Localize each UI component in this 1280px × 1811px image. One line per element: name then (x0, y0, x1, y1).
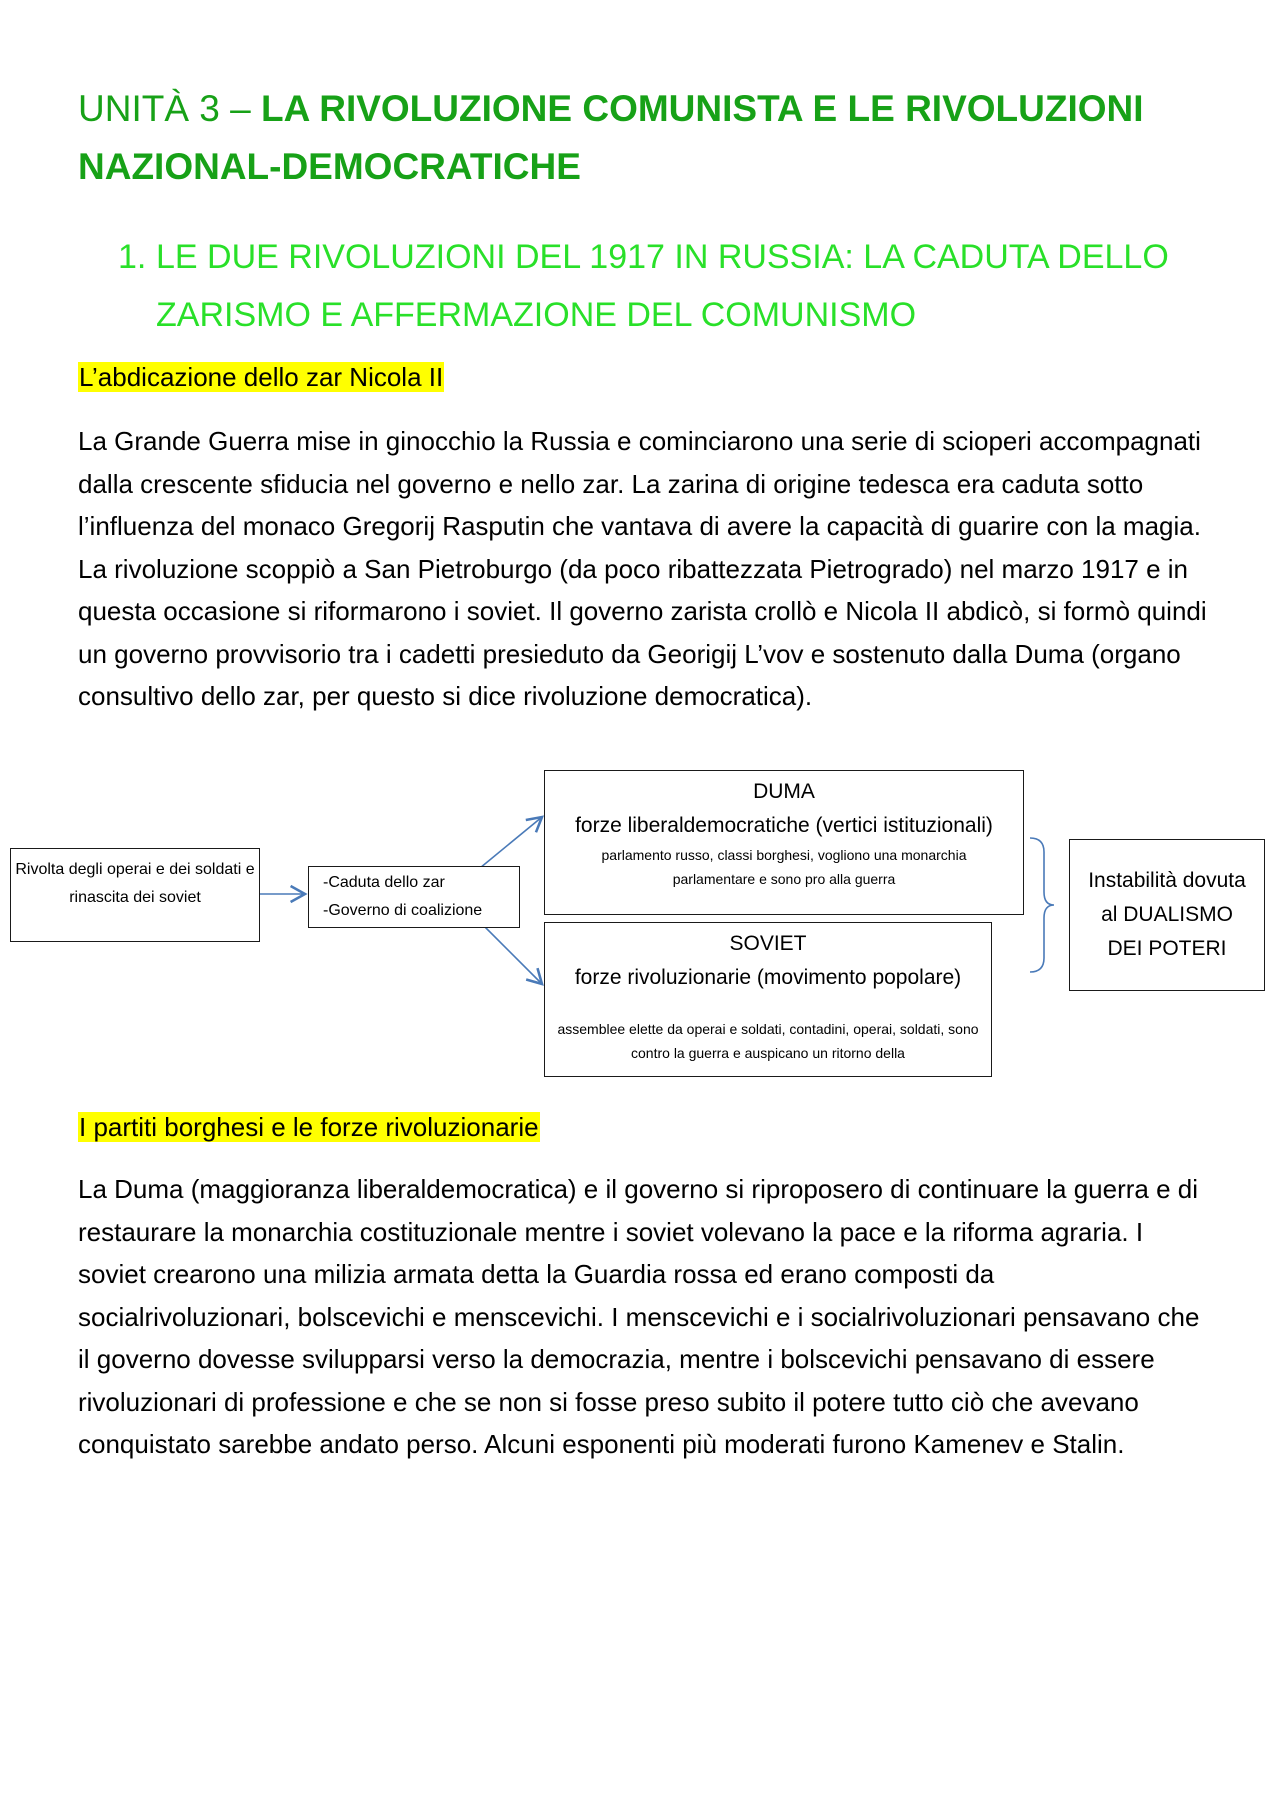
box-revolt-text: Rivolta degli operai e dei soldati e rinascita dei soviet (15, 861, 255, 906)
section-number: 1. (118, 238, 147, 276)
paragraph-1: La Grande Guerra mise in ginocchio la Russia e cominciarono una serie di scioperi accompagnati dalla crescente sfiducia nel governo e nello zar. La zarina di origine tedesca era caduta sotto l’influenza del monaco Gregorij Rasputin che vantava di avere la capacità di guarire con la magia. La rivoluzione scoppiò a San Pietroburgo (da poco ribattezzata Pietrogrado) nel marzo 1917 e in questa occasione si riformarono i soviet. Il governo zarista crollò e Nicola II abdicò, si formò quindi un governo provvisorio tra i cadetti presieduto da Georigij L’vov e sostenuto dalla Duma (organo consultivo dello zar, per questo si dice rivoluzione democratica). (78, 426, 1207, 711)
box-middle (308, 866, 520, 928)
box-soviet (544, 922, 992, 1077)
box-result-text: Instabilità dovuta al DUALISMO DEI POTERI (1088, 869, 1246, 960)
duma-subtitle: forze liberaldemocratiche (vertici istituzionali) (575, 814, 993, 837)
box-result (1069, 839, 1265, 991)
arrow-middle-to-soviet (480, 922, 542, 984)
soviet-subtitle: forze rivoluzionarie (movimento popolare) (574, 966, 962, 989)
unit-title-prefix: UNITÀ 3 – (78, 88, 261, 129)
arrow-middle-to-duma (480, 817, 542, 868)
brace-right (1030, 838, 1054, 972)
box-middle-line-1: -Caduta dello zar (323, 874, 445, 891)
soviet-title: SOVIET (729, 932, 807, 955)
section-title: LE DUE RIVOLUZIONI DEL 1917 IN RUSSIA: LA CADUTA DELLO ZARISMO E AFFERMAZIONE DEL COMUNISMO (156, 238, 1169, 334)
subheading-abdication (78, 360, 444, 394)
flow-diagram (0, 760, 1280, 1080)
duma-note: parlamento russo, classi borghesi, vogliono una monarchia parlamentare e sono pro alla guerra (601, 847, 967, 887)
box-duma (544, 770, 1024, 915)
unit-title-main: LA RIVOLUZIONE COMUNISTA E LE RIVOLUZIONI NAZIONAL-DEMOCRATICHE (78, 88, 1144, 187)
unit-title (78, 80, 1198, 196)
section-heading (118, 228, 1198, 344)
subheading-parties (78, 1110, 540, 1144)
duma-title: DUMA (753, 780, 815, 803)
highlighted-heading-2: I partiti borghesi e le forze rivoluzionarie (79, 1112, 539, 1142)
box-revolt (10, 848, 260, 942)
box-middle-line-2: -Governo di coalizione (323, 902, 483, 919)
soviet-note: assemblee elette da operai e soldati, contadini, operai, soldati, sono contro la guerra e auspicano un ritorno della (557, 1021, 979, 1061)
highlighted-heading-1: L’abdicazione dello zar Nicola II (79, 362, 444, 392)
paragraph-2: La Duma (maggioranza liberaldemocratica) e il governo si riproposero di continuare la guerra e di restaurare la monarchia costituzionale mentre i soviet volevano la pace e la riforma agraria. I soviet crearono una milizia armata detta la Guardia rossa ed erano composti da socialrivoluzionari, bolscevichi e menscevichi. I menscevichi e i socialrivoluzionari pensavano che il governo dovesse svilupparsi verso la democrazia, mentre i bolscevichi pensavano di essere rivoluzionari di professione e che se non si fosse preso subito il potere tutto ciò che avevano conquistato sarebbe andato perso. Alcuni esponenti più moderati furono Kamenev e Stalin. (78, 1174, 1200, 1459)
